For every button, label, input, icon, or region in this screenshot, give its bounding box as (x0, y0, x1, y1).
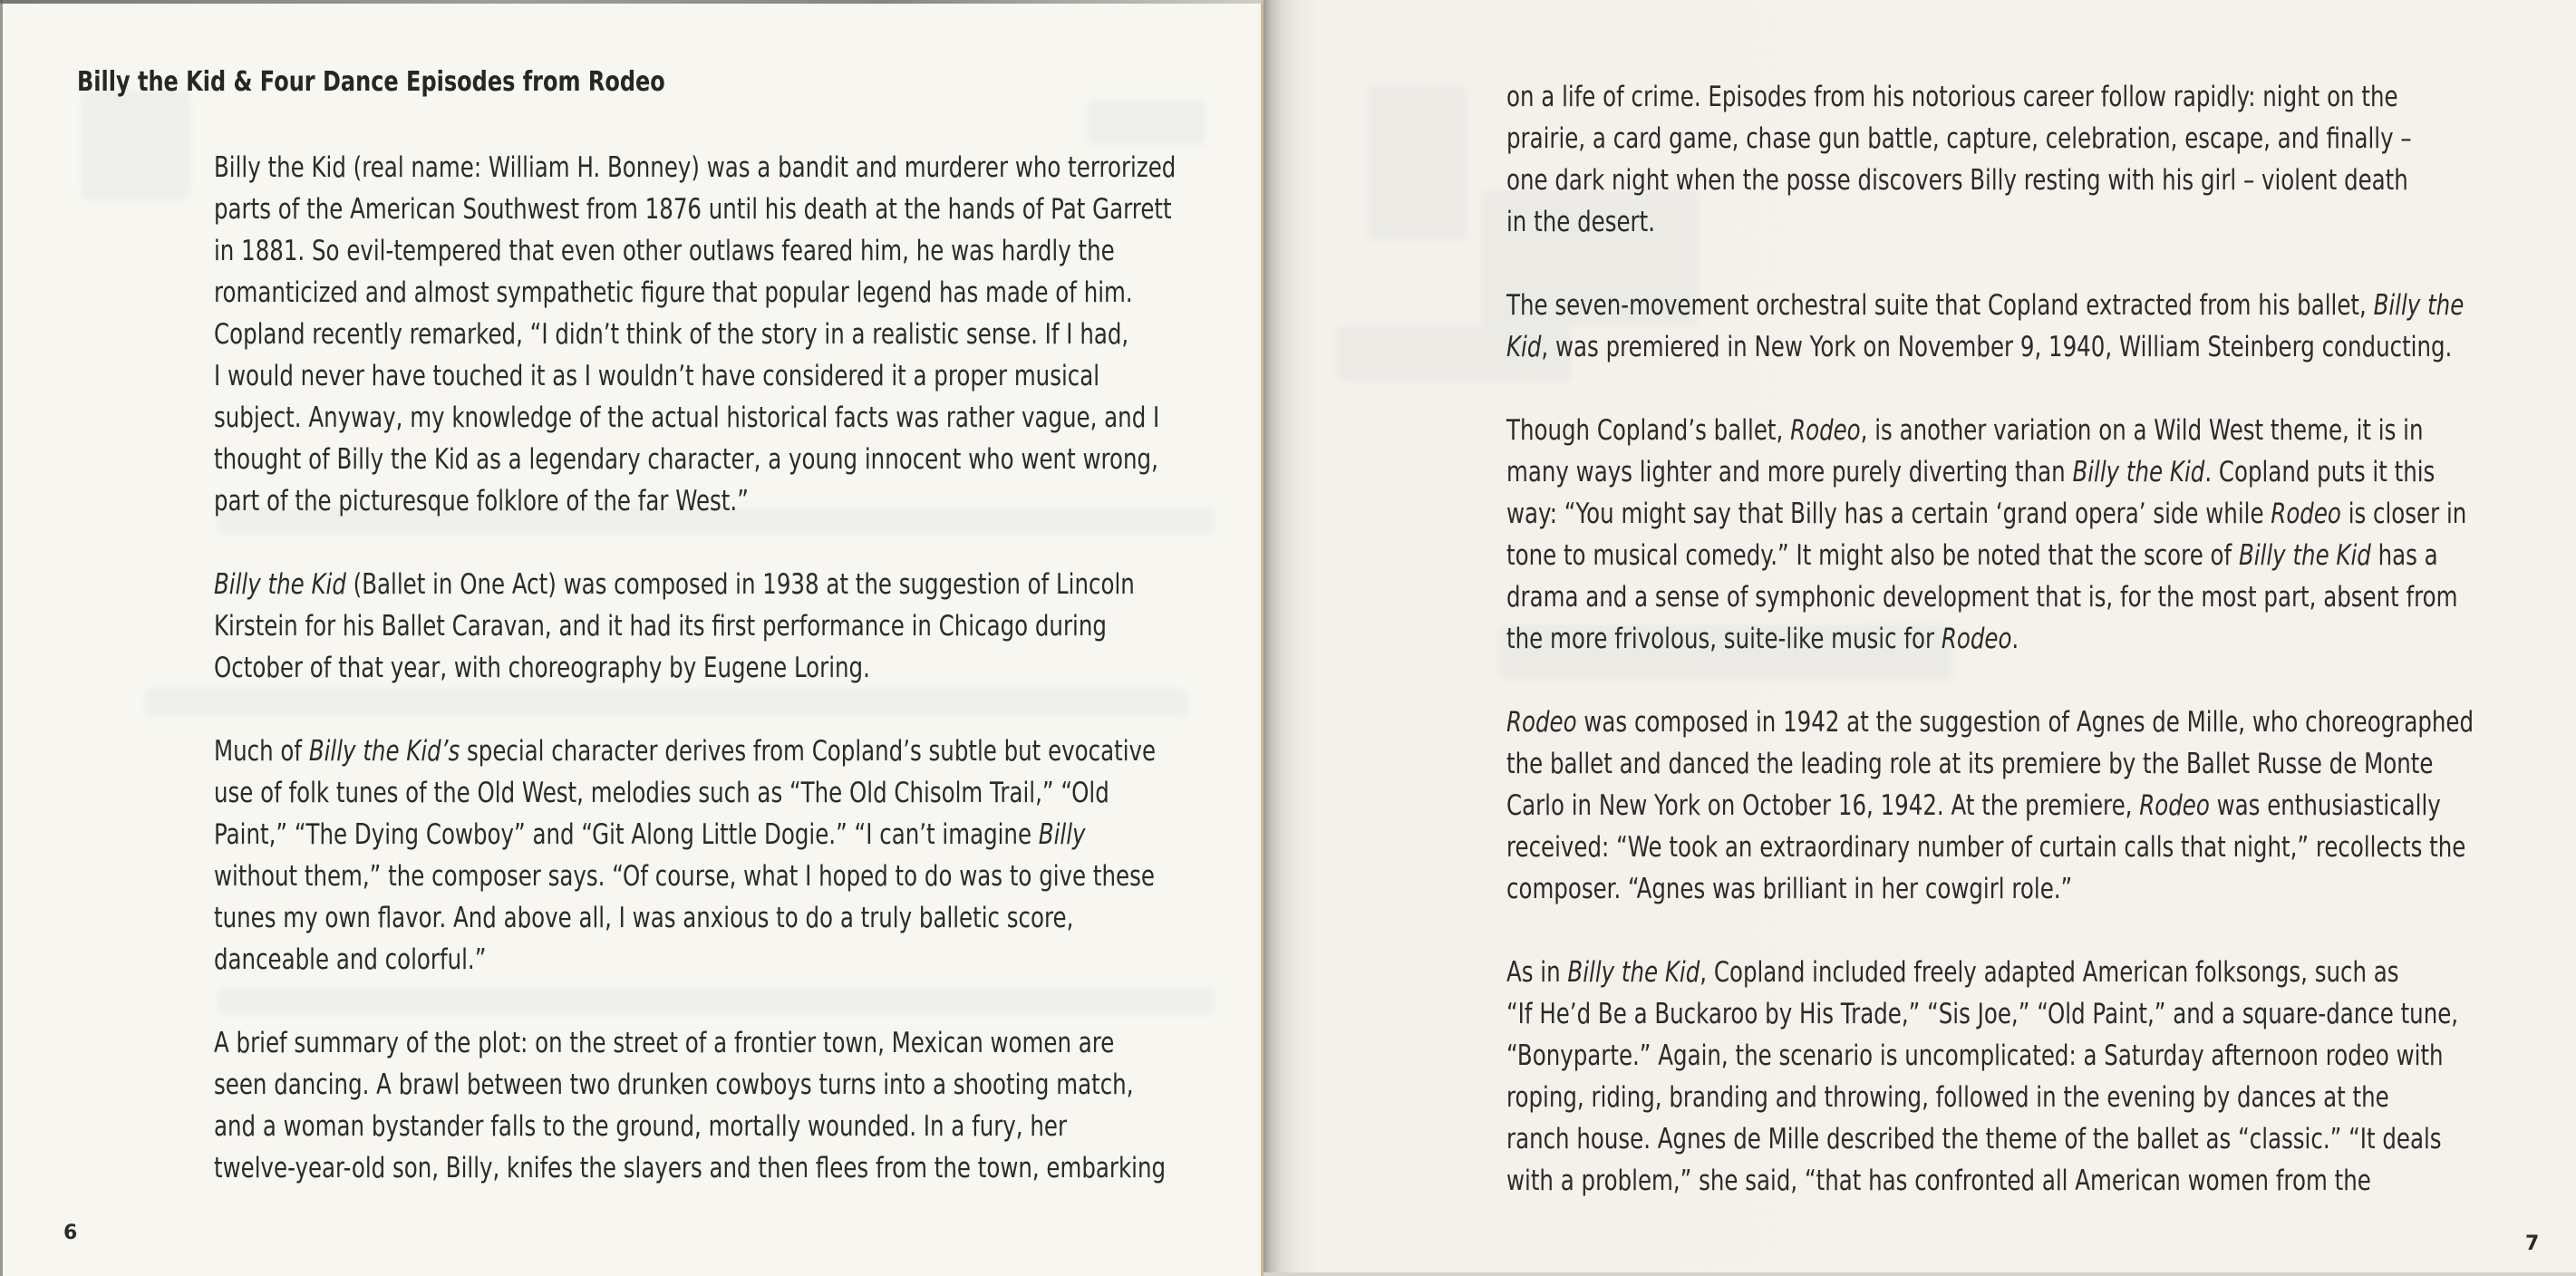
text-line (214, 856, 1176, 897)
text-run: on a life of crime. Episodes from his notorious career follow rapidly: night on the (1506, 81, 2398, 113)
text-run: . Copland puts it this (2204, 456, 2436, 488)
paragraph-gap (1506, 243, 2576, 285)
text-line (1506, 618, 2474, 660)
italic-title: Billy the Kid (1567, 956, 1700, 989)
text-line (214, 147, 1176, 188)
text-line (1506, 576, 2474, 618)
text-run: Kirstein for his Ballet Caravan, and it had its first performance in Chicago during (214, 610, 1107, 643)
left-page-body (214, 147, 1431, 1189)
show-through-mark (1368, 86, 1467, 240)
text-run: Copland recently remarked, “I didn’t think of the story in a realistic sense. If I had, (214, 318, 1129, 351)
text-line (1506, 160, 2474, 201)
paragraph-gap (1506, 368, 2576, 410)
page-edge (0, 0, 3, 1276)
text-run: Much of (214, 735, 309, 768)
text-run: in 1881. So evil-tempered that even other outlaws feared him, he was hardly the (214, 235, 1115, 267)
text-run: danceable and colorful.” (214, 943, 487, 976)
text-run: , was premiered in New York on November 9, 1940, William Steinberg conducting. (1541, 331, 2453, 363)
text-run: is closer in (2340, 498, 2467, 530)
text-run: Though Copland’s ballet, (1506, 414, 1791, 447)
italic-title: Billy (1038, 818, 1086, 851)
text-line (214, 188, 1176, 230)
text-line (214, 939, 1176, 981)
text-run: the more frivolous, suite-like music for (1506, 623, 1942, 655)
text-run: subject. Anyway, my knowledge of the actual historical facts was rather vague, and I (214, 401, 1160, 434)
paragraph (214, 147, 1431, 522)
text-line (1506, 76, 2474, 118)
italic-title: Rodeo (2139, 789, 2210, 822)
text-run: has a (2370, 539, 2438, 572)
page-number: 6 (63, 1222, 78, 1244)
text-run: drama and a sense of symphonic development that is, for the most part, absent from (1506, 581, 2458, 614)
text-run: was enthusiastically (2209, 789, 2441, 822)
text-run: , Copland included freely adapted American folksongs, such as (1700, 956, 2399, 989)
text-run: “Bonyparte.” Again, the scenario is uncomplicated: a Saturday afternoon rodeo with (1506, 1039, 2444, 1072)
text-run: way: “You might say that Billy has a certain ‘grand opera’ side while (1506, 498, 2271, 530)
text-run: prairie, a card game, chase gun battle, capture, celebration, escape, and finally – (1506, 122, 2412, 155)
italic-title: Billy the Kid (2072, 456, 2205, 488)
text-line (214, 730, 1176, 772)
italic-title: Rodeo (1790, 414, 1861, 447)
text-run: Paint,” “The Dying Cowboy” and “Git Along Little Dogie.” “I can’t imagine (214, 818, 1039, 851)
text-run: Billy the Kid (real name: William H. Bonney) was a bandit and murderer who terrorized (214, 151, 1177, 184)
text-line (214, 314, 1176, 355)
right-page (1264, 0, 2576, 1276)
text-run: received: “We took an extraordinary number of curtain calls that night,” recollects the (1506, 831, 2466, 864)
text-line (1506, 952, 2474, 993)
text-run: with a problem,” she said, “that has confronted all American women from the (1506, 1165, 2371, 1197)
text-run: parts of the American Southwest from 1876 until his death at the hands of Pat Garrett (214, 193, 1172, 226)
paragraph (1506, 410, 2576, 660)
text-line (1506, 993, 2474, 1035)
text-line (1506, 535, 2474, 576)
paragraph (1506, 76, 2576, 243)
text-line (1506, 451, 2474, 493)
text-run: roping, riding, branding and throwing, followed in the evening by dances at the (1506, 1081, 2389, 1114)
paragraph-gap (214, 522, 1431, 564)
text-run: As in (1506, 956, 1568, 989)
text-run: tone to musical comedy.” It might also be noted that the score of (1506, 539, 2239, 572)
paragraph-gap (214, 689, 1431, 730)
text-run: one dark night when the posse discovers Billy resting with his girl – violent death (1506, 164, 2408, 197)
text-line (214, 564, 1176, 605)
text-run: (Ballet in One Act) was composed in 1938 at the suggestion of Lincoln (345, 568, 1135, 601)
text-line (1506, 743, 2474, 785)
italic-title: Rodeo (1506, 706, 1577, 739)
text-run: special character derives from Copland’s subtle but evocative (460, 735, 1157, 768)
right-page-body (1506, 76, 2576, 1202)
text-line (214, 814, 1176, 856)
text-line (1506, 118, 2474, 160)
text-run: ranch house. Agnes de Mille described the theme of the ballet as “classic.” “It deals (1506, 1123, 2442, 1155)
text-run: romanticized and almost sympathetic figure that popular legend has made of him. (214, 276, 1133, 309)
text-line (1506, 285, 2474, 326)
text-run: . (2011, 623, 2019, 655)
italic-title: Rodeo (2271, 498, 2341, 530)
text-run: in the desert. (1506, 206, 1655, 238)
page-bottom-edge (1264, 1272, 2576, 1276)
text-run: seen dancing. A brawl between two drunken cowboys turns into a shooting match, (214, 1068, 1134, 1101)
text-line (214, 605, 1176, 647)
text-run: A brief summary of the plot: on the street of a frontier town, Mexican women are (214, 1027, 1115, 1059)
text-run: and a woman bystander falls to the ground, mortally wounded. In a fury, her (214, 1110, 1068, 1143)
text-run: twelve-year-old son, Billy, knifes the slayers and then flees from the town, embarking (214, 1152, 1167, 1184)
text-run: was composed in 1942 at the suggestion of Agnes de Mille, who choreographed (1576, 706, 2474, 739)
text-run: , is another variation on a Wild West theme, it is in (1860, 414, 2424, 447)
text-line (214, 439, 1176, 480)
left-page (0, 0, 1264, 1276)
paragraph (214, 1022, 1431, 1189)
text-run: I would never have touched it as I wouldn’t have considered it a proper musical (214, 360, 1100, 392)
text-run: without them,” the composer says. “Of course, what I hoped to do was to give these (214, 860, 1155, 893)
text-line (214, 1106, 1176, 1147)
text-line (214, 1064, 1176, 1106)
paragraph-gap (214, 981, 1431, 1022)
text-line (214, 397, 1176, 439)
text-run: many ways lighter and more purely diverting than (1506, 456, 2073, 488)
paragraph (1506, 285, 2576, 368)
text-line (1506, 1077, 2474, 1118)
text-line (1506, 1035, 2474, 1077)
text-line (1506, 868, 2474, 910)
italic-title: Billy the Kid (2238, 539, 2371, 572)
paragraph (214, 730, 1431, 981)
text-line (1506, 1160, 2474, 1202)
text-line (1506, 826, 2474, 868)
text-line (214, 647, 1176, 689)
paragraph-gap (1506, 660, 2576, 701)
text-line (214, 1147, 1176, 1189)
text-line (214, 772, 1176, 814)
page-top-edge (0, 0, 1264, 4)
text-line (1506, 410, 2474, 451)
paragraph (1506, 701, 2576, 910)
text-run: thought of Billy the Kid as a legendary character, a young innocent who went wrong, (214, 443, 1158, 476)
paragraph (214, 564, 1431, 689)
text-run: The seven-movement orchestral suite that Copland extracted from his ballet, (1506, 289, 2374, 322)
paragraph-gap (1506, 910, 2576, 952)
section-heading: Billy the Kid & Four Dance Episodes from Rodeo (77, 66, 665, 98)
text-run: the ballet and danced the leading role at its premiere by the Ballet Russe de Monte (1506, 748, 2434, 780)
text-run: part of the picturesque folklore of the far West.” (214, 485, 749, 517)
text-line (1506, 201, 2474, 243)
show-through-mark (1088, 100, 1206, 145)
text-line (1506, 701, 2474, 743)
italic-title: Billy the Kid’s (308, 735, 460, 768)
text-run: use of folk tunes of the Old West, melodies such as “The Old Chisolm Trail,” “Old (214, 777, 1109, 809)
text-run: Carlo in New York on October 16, 1942. At the premiere, (1506, 789, 2140, 822)
text-line (214, 1022, 1176, 1064)
text-line (214, 355, 1176, 397)
text-line (214, 230, 1176, 272)
text-line (214, 272, 1176, 314)
text-line (1506, 493, 2474, 535)
italic-title: Billy the (2373, 289, 2465, 322)
text-line (1506, 1118, 2474, 1160)
text-run: composer. “Agnes was brilliant in her cowgirl role.” (1506, 873, 2073, 905)
show-through-mark (82, 91, 190, 199)
text-line (214, 897, 1176, 939)
italic-title: Rodeo (1941, 623, 2012, 655)
text-run: “If He’d Be a Buckaroo by His Trade,” “Sis Joe,” “Old Paint,” and a square-dance tune, (1506, 998, 2459, 1030)
paragraph (1506, 952, 2576, 1202)
text-run: October of that year, with choreography by Eugene Loring. (214, 652, 870, 684)
page-number: 7 (2525, 1232, 2540, 1255)
text-line (1506, 785, 2474, 826)
text-line (214, 480, 1176, 522)
italic-title: Billy the Kid (214, 568, 346, 601)
text-run: tunes my own flavor. And above all, I was anxious to do a truly balletic score, (214, 902, 1074, 934)
text-line (1506, 326, 2474, 368)
italic-title: Kid (1506, 331, 1542, 363)
